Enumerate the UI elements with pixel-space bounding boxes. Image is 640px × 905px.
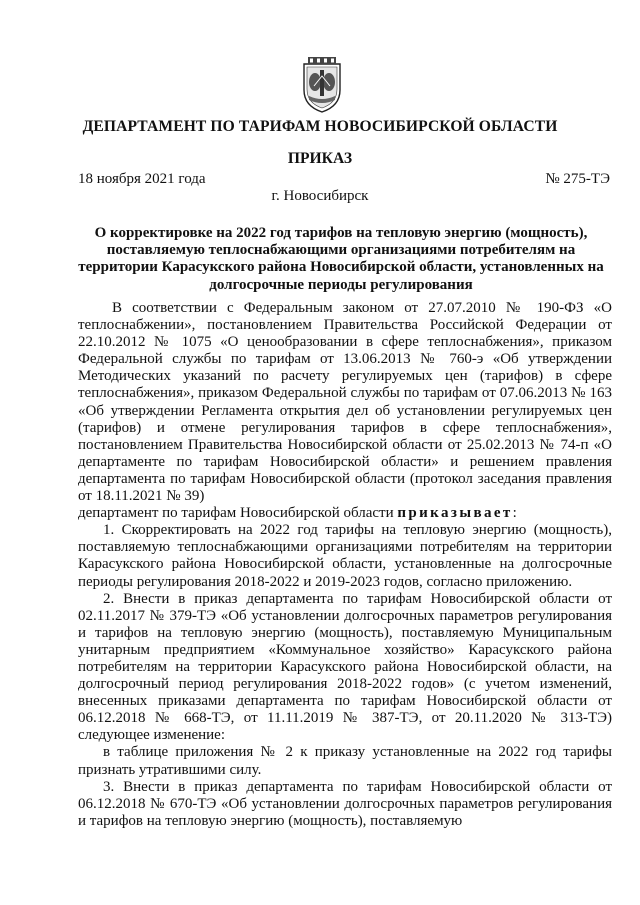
preamble-paragraph: В соответствии с Федеральным законом от 27.07.2010 № 190-ФЗ «О теплоснабжении», постановлением Правительства Российской Федерации от 22.10.2012 № 1075 «О ценообразовании в сфере теплоснабжения», приказом Федеральной службы по тарифам от 13.06.2013 № 760-э «Об утверждении Методических указаний по расчету регулируемых цен (тарифов) в сфере теплоснабжения», приказом Федеральной службы по тарифам от 07.06.2013 № 163 «Об утверждении Регламента открытия дел об установлении регулируемых цен (тарифов) и отмене регулирования тарифов в сфере теплоснабжения», постановлением Правительства Новосибирской области от 25.02.2013 № 74-п «О департаменте по тарифам Новосибирской области» и решением правления департамента по тарифам Новосибирской области (протокол заседания правления от 18.11.2021 № 39)	[78, 300, 612, 505]
order-city: г. Новосибирск	[271, 188, 369, 204]
item-3-paragraph: 3. Внести в приказ департамента по тарифам Новосибирской области от 06.12.2018 № 670-ТЭ «Об установлении долгосрочных параметров регулирования и тарифов на тепловую энергию (мощность), поставляемую	[78, 778, 612, 829]
order-date: 18 ноября 2021 года	[78, 171, 206, 187]
decree-word: приказывает	[397, 505, 513, 522]
item-1-paragraph: 1. Скорректировать на 2022 год тарифы на тепловую энергию (мощность), поставляемую теплоснабжающими организациями потребителям на территории Карасукского района Новосибирской области, установленные на долгосрочные периоды регулирования 2018-2022 и 2019-2023 годов, согласно приложению.	[78, 522, 612, 590]
decree-end: :	[512, 505, 517, 522]
order-body	[78, 300, 612, 830]
document-type: ПРИКАЗ	[287, 150, 353, 167]
item-2-paragraph: 2. Внести в приказ департамента по тарифам Новосибирской области от 02.11.2017 № 379-ТЭ «Об установлении долгосрочных параметров регулирования и тарифов на тепловую энергию (мощность), поставляемую Муниципальным унитарным предприятием «Коммунальное хозяйство» Карасукского района потребителям на территории Карасукского района Новосибирской области, на долгосрочный период регулирования 2018-2022 годов» (с учетом изменений, внесенных приказами департамента по тарифам Новосибирской области от 06.12.2018 № 668-ТЭ, от 11.11.2019 № 387-ТЭ, от 20.11.2020 № 313-ТЭ) следующее изменение:	[78, 590, 612, 744]
decree-lead: департамент по тарифам Новосибирской области	[78, 505, 398, 522]
item-2-sub-paragraph: в таблице приложения № 2 к приказу установленные на 2022 год тарифы признать утратившими силу.	[78, 744, 612, 778]
decree-line	[78, 505, 612, 522]
coat-of-arms-icon	[300, 56, 344, 114]
order-title: О корректировке на 2022 год тарифов на тепловую энергию (мощность), поставляемую теплоснабжающими организациями потребителям на территории Карасукского района Новосибирской области, установленных на долгосрочные периоды регулирования	[78, 225, 604, 293]
order-number: № 275-ТЭ	[545, 171, 610, 187]
department-heading: ДЕПАРТАМЕНТ ПО ТАРИФАМ НОВОСИБИРСКОЙ ОБЛАСТИ	[82, 118, 558, 135]
